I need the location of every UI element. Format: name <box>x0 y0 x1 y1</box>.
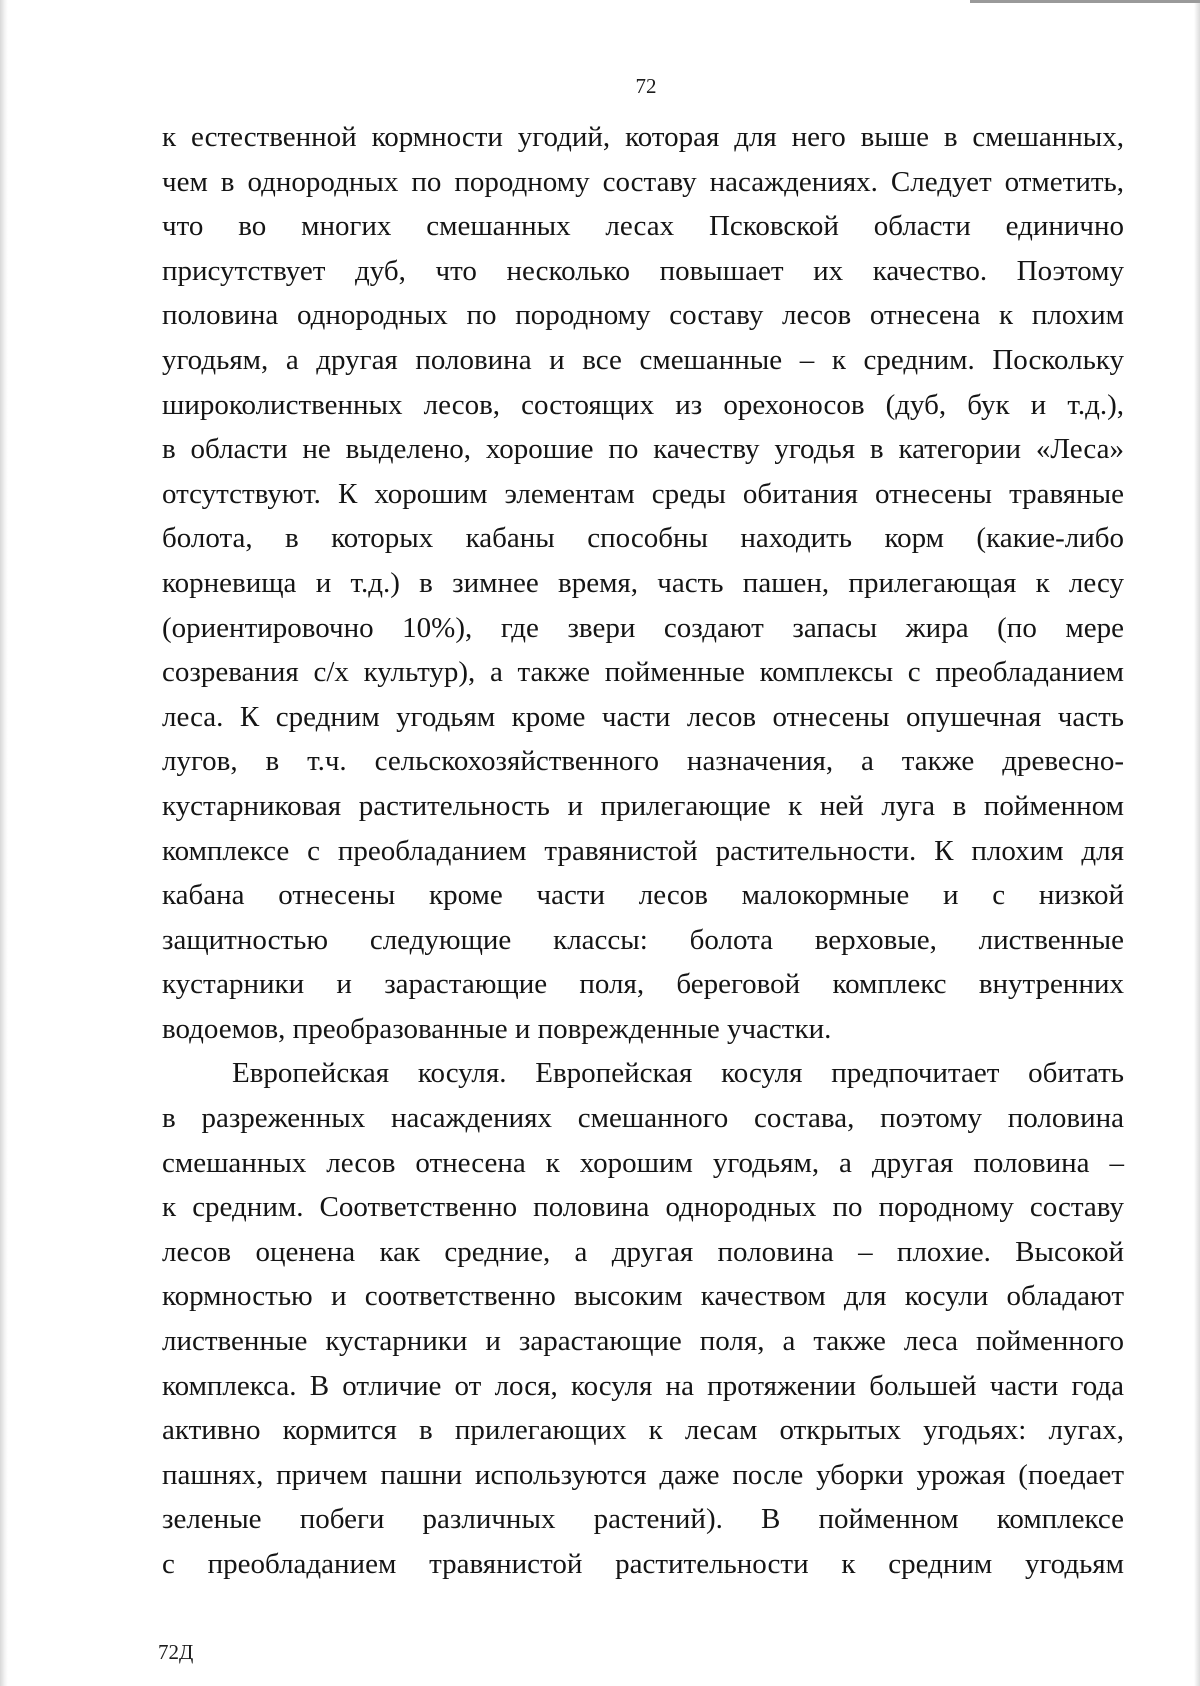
text-line: половина однородных по породному составу лесов отнесена к плохим <box>162 299 1124 332</box>
text-line: в области не выделено, хорошие по качеству угодья в категории «Леса» <box>162 433 1124 466</box>
page-number: 72 <box>635 74 657 98</box>
text-line: леса. К средним угодьям кроме части лесов отнесены опушечная часть <box>162 700 1124 733</box>
text-line: к средним. Соответственно половина однородных по породному составу <box>162 1191 1124 1224</box>
text-line: комплекса. В отличие от лося, косуля на протяжении большей части года <box>162 1369 1124 1402</box>
text-line: кустарниковая растительность и прилегающие к ней луга в пойменном <box>162 789 1124 822</box>
text-line: (ориентировочно 10%), где звери создают запасы жира (по мере <box>162 611 1124 644</box>
text-line: комплексе с преобладанием травянистой растительности. К плохим для <box>162 834 1124 867</box>
text-line: угодьям, а другая половина и все смешанные – к средним. Поскольку <box>162 343 1124 376</box>
text-line: кормностью и соответственно высоким качеством для косули обладают <box>162 1280 1124 1313</box>
text-line: к естественной кормности угодий, которая для него выше в смешанных, <box>162 121 1124 153</box>
scan-edge-right <box>1194 0 1200 1686</box>
paragraph-boar <box>162 115 1124 1051</box>
text-line: кустарники и зарастающие поля, береговой комплекс внутренних <box>162 968 1124 1001</box>
text-line: защитностью следующие классы: болота верховые, лиственные <box>162 923 1124 956</box>
text-line: лугов, в т.ч. сельскохозяйственного назначения, а также древесно- <box>162 745 1124 778</box>
text-line: Европейская косуля. Европейская косуля предпочитает обитать <box>232 1057 1124 1090</box>
text-body <box>162 115 1124 1587</box>
scan-edge-left <box>0 0 8 1686</box>
text-line: что во многих смешанных лесах Псковской области единично <box>162 210 1124 243</box>
text-line: широколиственных лесов, состоящих из орехоносов (дуб, бук и т.д.), <box>162 388 1124 421</box>
text-line: лесов оценена как средние, а другая половина – плохие. Высокой <box>162 1235 1124 1268</box>
paragraph-roe-deer <box>162 1051 1124 1586</box>
text-line: чем в однородных по породному составу насаждениях. Следует отметить, <box>162 165 1124 198</box>
text-line: активно кормится в прилегающих к лесам открытых угодьях: лугах, <box>162 1414 1124 1447</box>
text-line: смешанных лесов отнесена к хорошим угодьям, а другая половина – <box>162 1146 1124 1179</box>
text-line: корневища и т.д.) в зимнее время, часть пашен, прилегающая к лесу <box>162 566 1124 599</box>
text-line: кабана отнесены кроме части лесов малокормные и с низкой <box>162 879 1124 912</box>
text-line: отсутствуют. К хорошим элементам среды обитания отнесены травяные <box>162 477 1124 510</box>
text-line: пашнях, причем пашни используются даже после уборки урожая (поедает <box>162 1458 1124 1491</box>
text-line: зеленые побеги различных растений). В пойменном комплексе <box>162 1503 1124 1536</box>
text-line: созревания с/х культур), а также пойменные комплексы с преобладанием <box>162 656 1124 689</box>
text-line: с преобладанием травянистой растительности к средним угодьям <box>162 1548 1124 1580</box>
scan-top-line <box>970 0 1200 3</box>
text-line: водоемов, преобразованные и поврежденные участки. <box>162 1012 832 1045</box>
text-line: лиственные кустарники и зарастающие поля, а также леса пойменного <box>162 1325 1124 1358</box>
text-line: болота, в которых кабаны способны находить корм (какие-либо <box>162 522 1124 555</box>
footer-page-code: 72Д <box>158 1640 194 1664</box>
text-line: в разреженных насаждениях смешанного состава, поэтому половина <box>162 1102 1124 1135</box>
text-line: присутствует дуб, что несколько повышает их качество. Поэтому <box>162 254 1124 287</box>
